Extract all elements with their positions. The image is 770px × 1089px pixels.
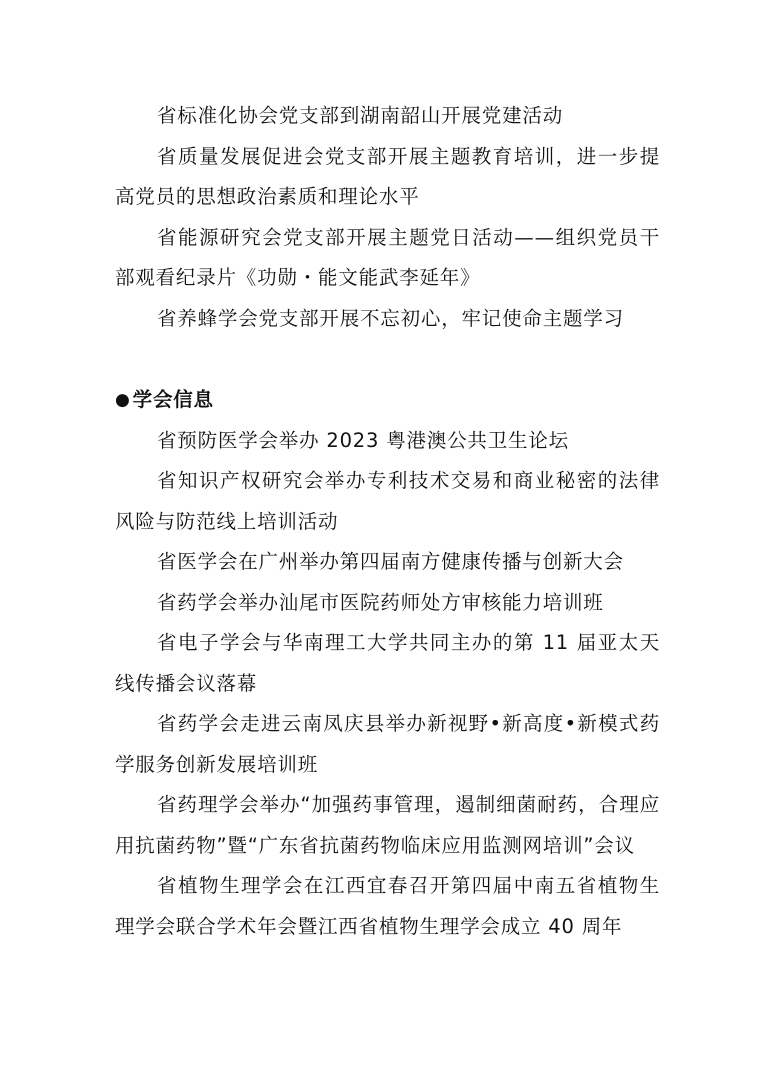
info-section — [115, 380, 660, 947]
party-activities-list — [115, 96, 660, 339]
list-item: 省植物生理学会在江西宜春召开第四届中南五省植物生理学会联合学术年会暨江西省植物生理学会成立 40 周年 — [115, 874, 660, 938]
list-item: 省养蜂学会党支部开展不忘初心，牢记使命主题学习 — [157, 306, 624, 330]
list-item: 省能源研究会党支部开展主题党日活动——组织党员干部观看纪录片《功勋・能文能武李延年》 — [115, 225, 660, 289]
list-item: 省质量发展促进会党支部开展主题教育培训，进一步提高党员的思想政治素质和理论水平 — [115, 144, 660, 208]
section-heading — [115, 380, 660, 421]
list-item: 省药学会举办汕尾市医院药师处方审核能力培训班 — [157, 590, 604, 614]
list-item: 省药理学会举办“加强药事管理，遏制细菌耐药，合理应用抗菌药物”暨“广东省抗菌药物临床应用监测网培训”会议 — [115, 793, 660, 857]
bullet-icon: ● — [115, 390, 131, 410]
list-item: 省电子学会与华南理工大学共同主办的第 11 届亚太天线传播会议落幕 — [115, 631, 660, 695]
list-item: 省知识产权研究会举办专利技术交易和商业秘密的法律风险与防范线上培训活动 — [115, 469, 660, 533]
list-item: 省标准化协会党支部到湖南韶山开展党建活动 — [157, 104, 564, 127]
section-title: 学会信息 — [132, 388, 214, 411]
list-item: 省医学会在广州举办第四届南方健康传播与创新大会 — [157, 550, 624, 573]
list-item: 省预防医学会举办 2023 粤港澳公共卫生论坛 — [157, 428, 569, 452]
list-item: 省药学会走进云南凤庆县举办新视野•新高度•新模式药学服务创新发展培训班 — [115, 712, 660, 776]
